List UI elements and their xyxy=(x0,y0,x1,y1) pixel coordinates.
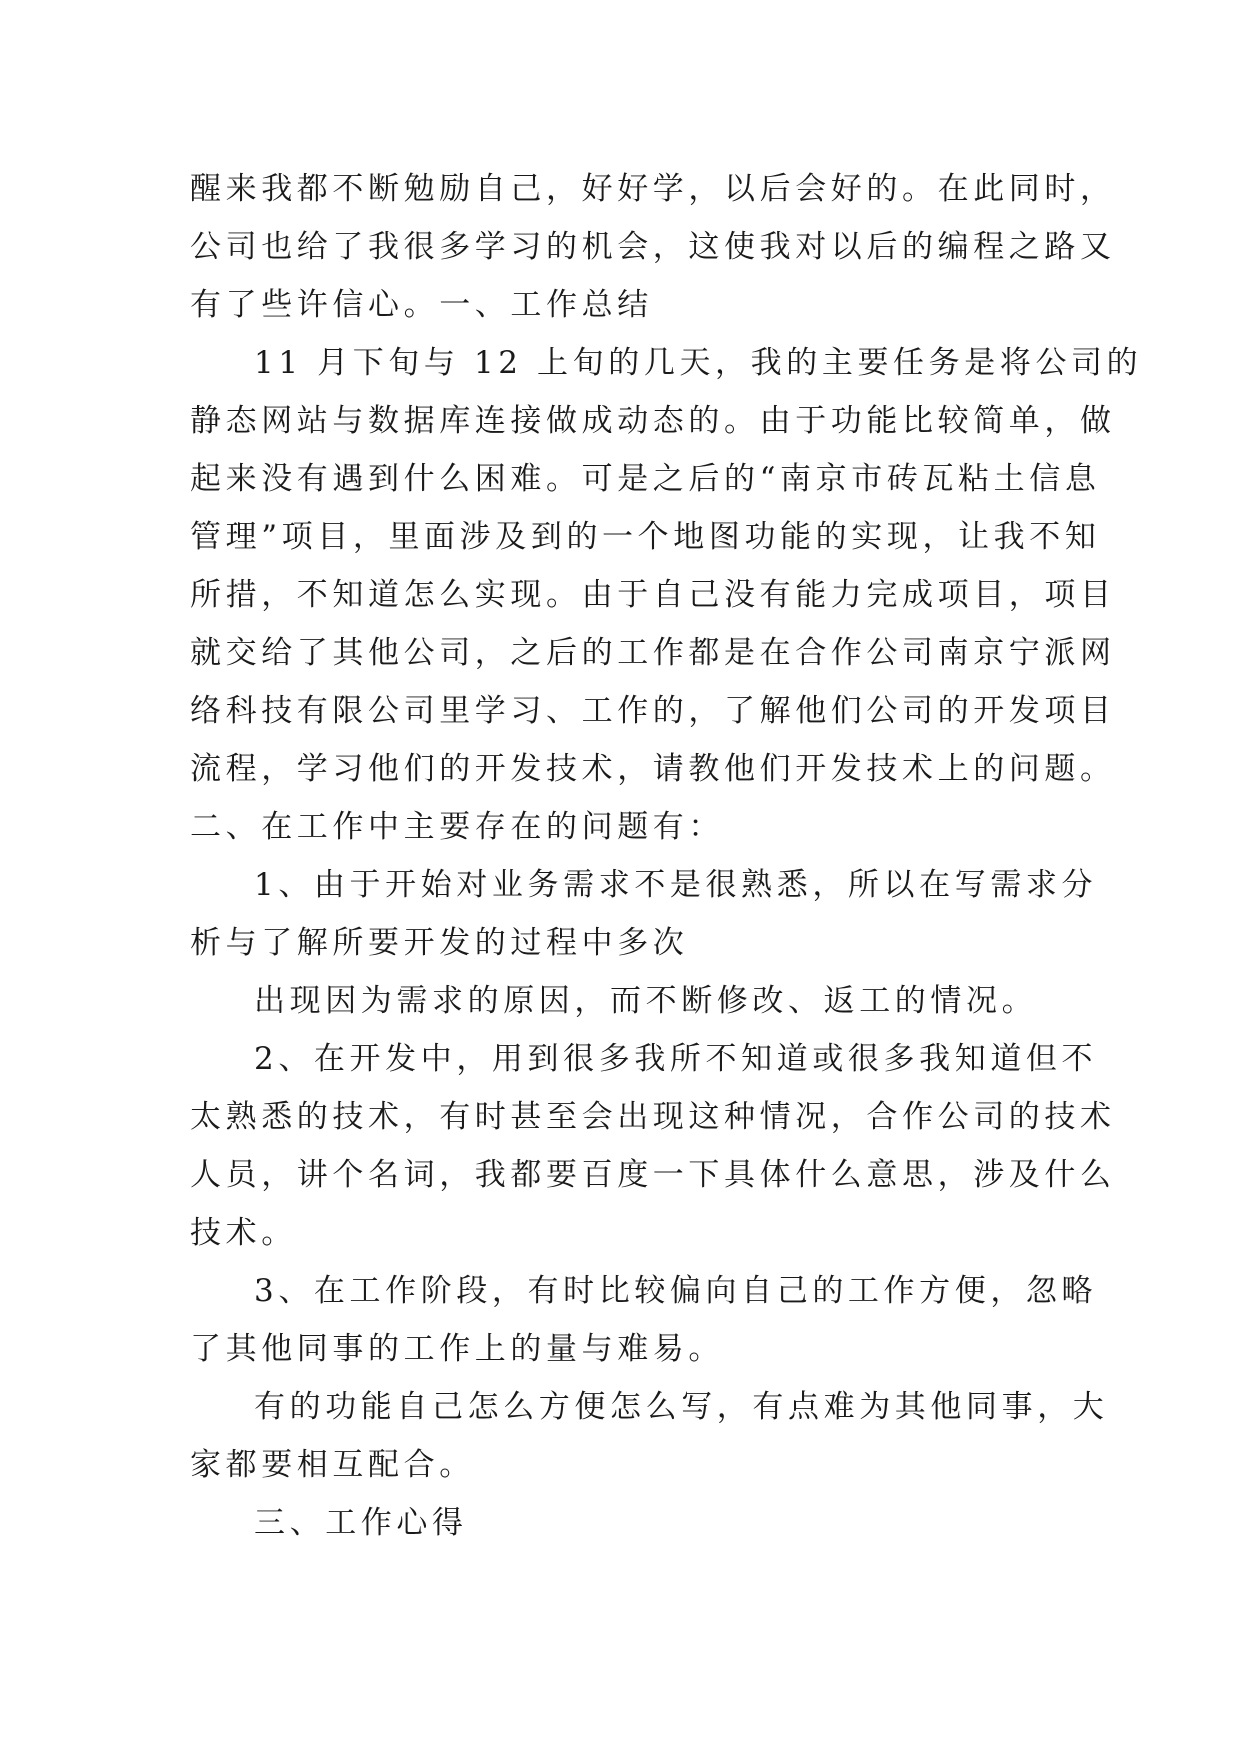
text-line: 技术。 xyxy=(190,1215,297,1251)
text-line: 静态网站与数据库连接做成动态的。由于功能比较简单，做 xyxy=(190,403,1116,439)
text-line: 1、由于开始对业务需求不是很熟悉，所以在写需求分 xyxy=(254,867,1098,903)
text-line: 醒来我都不断勉励自己，好好学，以后会好的。在此同时， xyxy=(190,171,1116,207)
text-line: 流程，学习他们的开发技术，请教他们开发技术上的问题。 xyxy=(190,751,1116,787)
text-line: 了其他同事的工作上的量与难易。 xyxy=(190,1331,724,1367)
text-line: 所措，不知道怎么实现。由于自己没有能力完成项目，项目 xyxy=(190,577,1116,613)
text-line: 3、在工作阶段，有时比较偏向自己的工作方便，忽略 xyxy=(254,1273,1098,1309)
text-line: 家都要相互配合。 xyxy=(190,1447,475,1483)
section-heading: 三、工作心得 xyxy=(254,1505,468,1541)
text-line: 太熟悉的技术，有时甚至会出现这种情况，合作公司的技术 xyxy=(190,1099,1116,1135)
text-line: 出现因为需求的原因，而不断修改、返工的情况。 xyxy=(254,983,1038,1019)
text-line: 析与了解所要开发的过程中多次 xyxy=(190,925,689,961)
text-line: 就交给了其他公司，之后的工作都是在合作公司南京宁派网 xyxy=(190,635,1116,671)
text-line: 有了些许信心。一、工作总结 xyxy=(190,287,653,323)
text-line: 公司也给了我很多学习的机会，这使我对以后的编程之路又 xyxy=(190,229,1116,265)
text-line: 2、在开发中，用到很多我所不知道或很多我知道但不 xyxy=(254,1041,1098,1077)
text-line: 11 月下旬与 12 上旬的几天，我的主要任务是将公司的 xyxy=(254,345,1143,381)
text-line: 起来没有遇到什么困难。可是之后的“南京市砖瓦粘土信息 xyxy=(190,461,1101,497)
section-heading: 二、在工作中主要存在的问题有： xyxy=(190,809,724,845)
text-line: 络科技有限公司里学习、工作的，了解他们公司的开发项目 xyxy=(190,693,1116,729)
text-line: 有的功能自己怎么方便怎么写，有点难为其他同事，大 xyxy=(254,1389,1109,1425)
text-line: 人员，讲个名词，我都要百度一下具体什么意思，涉及什么 xyxy=(190,1157,1116,1193)
text-line: 管理”项目，里面涉及到的一个地图功能的实现，让我不知 xyxy=(190,519,1101,555)
